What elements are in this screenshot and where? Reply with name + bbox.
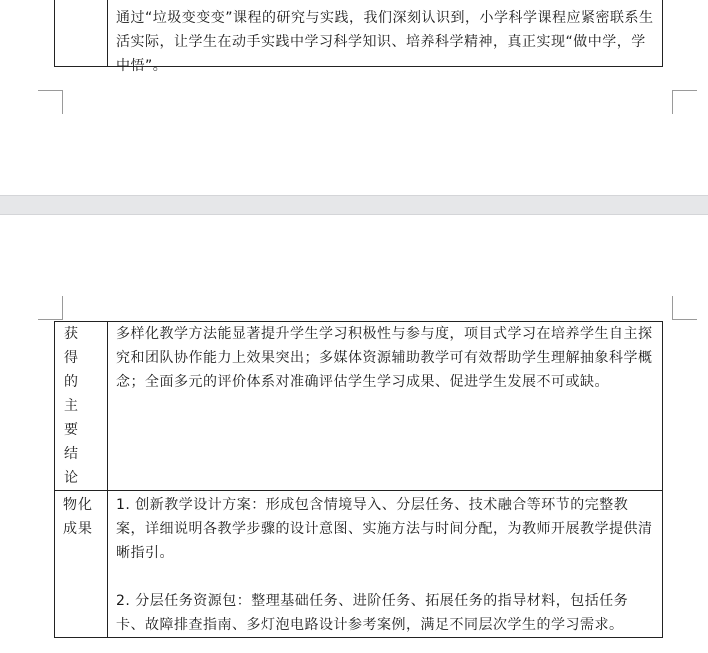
outcome-item-2: 2. 分层任务资源包：整理基础任务、进阶任务、拓展任务的指导材料，包括任务卡、故障排查指南、多灯泡电路设计参考案例，满足不同层次学生的学习需求。 bbox=[116, 593, 629, 633]
outcome-label-cell bbox=[55, 491, 108, 638]
crop-mark-bottom-left bbox=[38, 90, 63, 114]
blank-line bbox=[108, 565, 662, 589]
outcome-content-cell bbox=[108, 491, 663, 638]
page-gap bbox=[0, 195, 708, 215]
conclusion-label: 获得的主要结论 bbox=[64, 326, 78, 486]
crop-mark-bottom-right bbox=[672, 90, 697, 114]
outcome-item-1: 1. 创新教学设计方案：形成包含情境导入、分层任务、技术融合等环节的完整教案，详细说明各教学步骤的设计意图、实施方法与时间分配，为教师开展教学提供清晰指引。 bbox=[116, 497, 653, 561]
document-page-top bbox=[0, 0, 708, 195]
conclusion-content-cell bbox=[108, 322, 663, 491]
outcome-label: 物化成果 bbox=[63, 497, 93, 537]
crop-mark-top-right bbox=[672, 296, 697, 320]
crop-mark-top-left bbox=[38, 296, 63, 320]
summary-paragraph: 通过“垃圾变变变”课程的研究与实践，我们深刻认识到，小学科学课程应紧密联系生活实际，让学生在动手实践中学习科学知识、培养科学精神，真正实现“做中学，学中悟”。 bbox=[116, 10, 654, 74]
results-table bbox=[54, 321, 663, 638]
summary-table-continued bbox=[54, 0, 663, 74]
conclusion-text: 多样化教学方法能显著提升学生学习积极性与参与度，项目式学习在培养学生自主探究和团队协作能力上效果突出；多媒体资源辅助教学可有效帮助学生理解抽象科学概念；全面多元的评价体系对准确评估学生学习成果、促进学生发展不可或缺。 bbox=[116, 326, 653, 390]
document-page-bottom bbox=[0, 215, 708, 653]
conclusion-label-cell bbox=[55, 322, 108, 491]
empty-label-cell bbox=[55, 0, 108, 67]
paragraph-cell bbox=[108, 0, 663, 74]
